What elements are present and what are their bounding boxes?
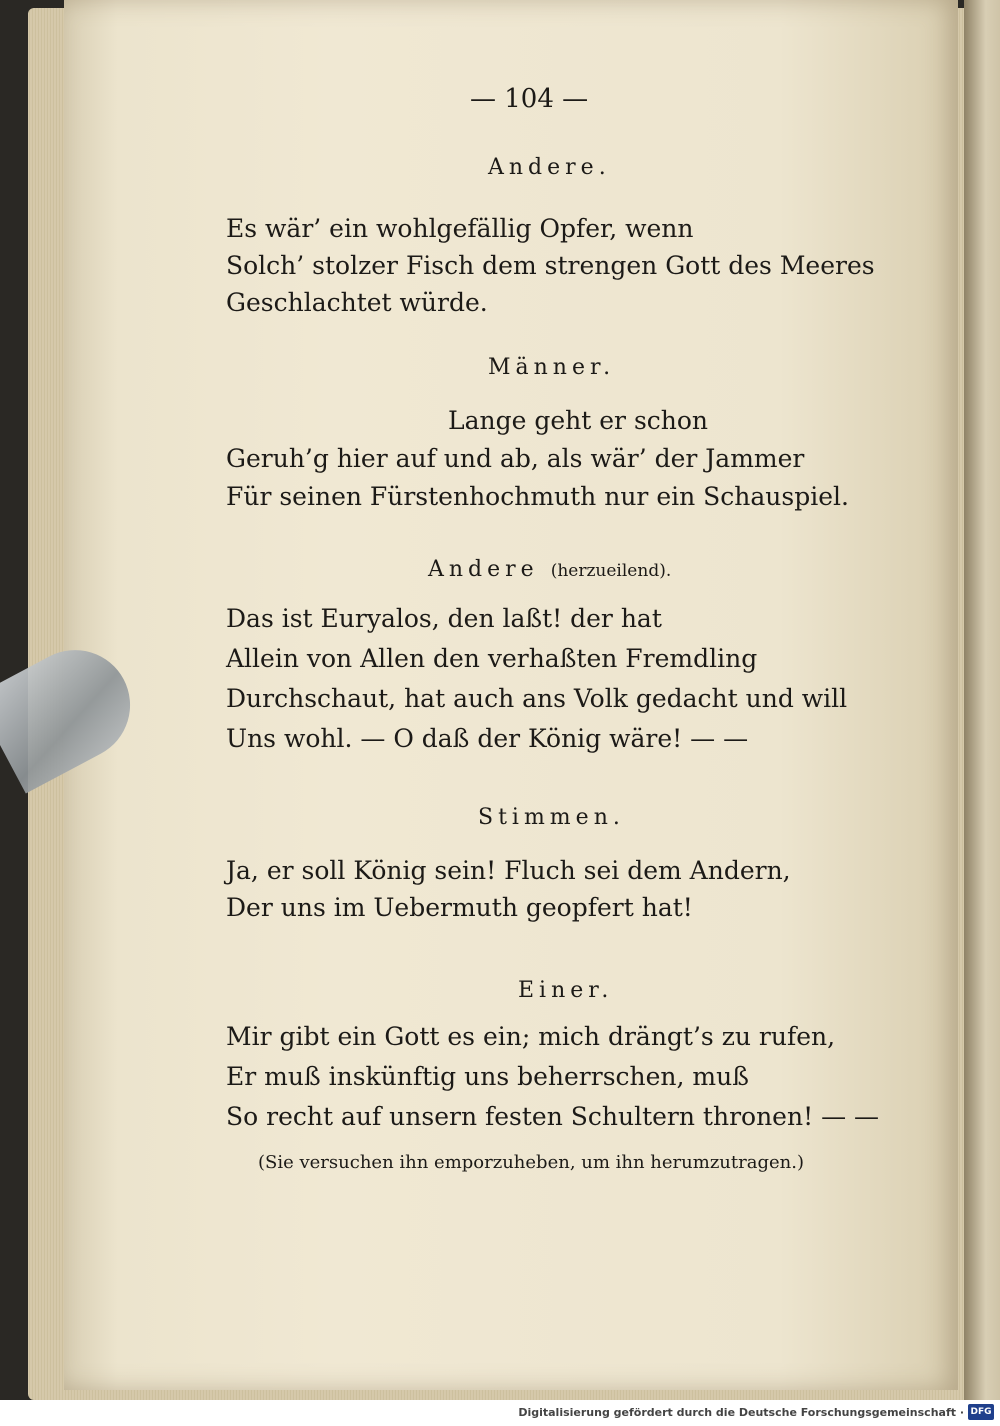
speaker-label: Einer. <box>518 978 614 1003</box>
speaker-label <box>428 557 671 582</box>
verse-line: Uns wohl. — O daß der König wäre! — — <box>226 724 749 753</box>
speaker-label: Stimmen. <box>478 805 625 830</box>
verse-line: Lange geht er schon <box>448 406 709 435</box>
verse-line: Allein von Allen den verhaßten Fremdling <box>226 644 758 673</box>
speaker-label: Andere. <box>488 155 611 180</box>
footer-credit: Digitalisierung gefördert durch die Deutsche Forschungsgemeinschaft · <box>518 1406 964 1419</box>
speaker-name: Andere <box>428 557 539 582</box>
stage-direction: (Sie versuchen ihn emporzuheben, um ihn herumzutragen.) <box>258 1152 804 1173</box>
verse-line: Durchschaut, hat auch ans Volk gedacht und will <box>226 684 848 713</box>
verse-line: Solch’ stolzer Fisch dem strengen Gott des Meeres <box>226 251 875 280</box>
verse-line: Geschlachtet würde. <box>226 288 488 317</box>
verse-line: Er muß inskünftig uns beherrschen, muß <box>226 1062 749 1091</box>
verse-line: Mir gibt ein Gott es ein; mich drängt’s zu rufen, <box>226 1022 836 1051</box>
speaker-direction: (herzueilend). <box>550 561 672 581</box>
verse-line: Es wär’ ein wohlgefällig Opfer, wenn <box>226 214 694 243</box>
speaker-label: Männer. <box>488 355 616 380</box>
verse-line: Geruh’g hier auf und ab, als wär’ der Jammer <box>226 444 805 473</box>
facing-page-edge <box>964 0 1000 1400</box>
dfg-logo: DFG <box>968 1404 994 1420</box>
verse-line: Ja, er soll König sein! Fluch sei dem Andern, <box>226 856 791 885</box>
verse-line: Das ist Euryalos, den laßt! der hat <box>226 604 662 633</box>
page-number: — 104 — <box>470 84 589 114</box>
verse-line: Für seinen Fürstenhochmuth nur ein Schauspiel. <box>226 482 849 511</box>
verse-line: So recht auf unsern festen Schultern thronen! — — <box>226 1102 880 1131</box>
verse-line: Der uns im Uebermuth geopfert hat! <box>226 893 693 922</box>
